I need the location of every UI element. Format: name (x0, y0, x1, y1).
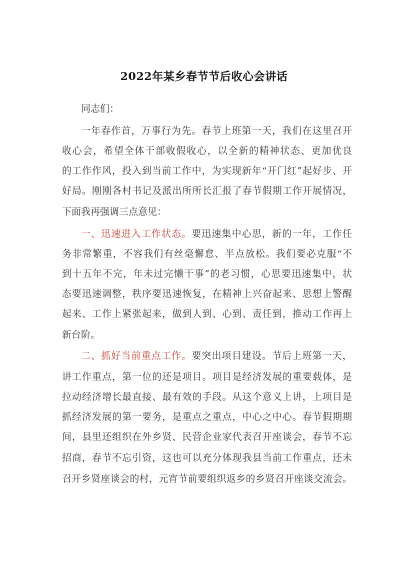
salutation: 同志们： (81, 104, 120, 115)
paragraph-1-line: 下面我再强调三点意见： (62, 207, 167, 218)
section-2-line: 招商，春节不忘引资，这也可以充分体现我县当前工作重点，还未 (62, 453, 352, 464)
section-1-text: 要迅速集中心思，新的一年，工作任 (191, 229, 352, 240)
section-1-line: 新台阶。 (62, 330, 101, 341)
section-1-line: 起来、工作上紧张起来，做到人到、心到、责任到，推动工作再上 (62, 309, 352, 320)
section-2-line: 抓经济发展的第一要务，是重点之重点，中心之中心。春节假期期 (62, 412, 352, 423)
paragraph-1-line: 的工作作风，投入到当前工作中，为实现新年“开门红”起好步、开 (62, 166, 352, 177)
document-title: 2022年某乡春节节后收心会讲话 (120, 70, 288, 83)
section-2-heading: 二、抓好当前重点工作。 (81, 351, 192, 362)
section-2-text: 要突出项目建设。节后上班第一天， (191, 351, 352, 362)
section-2-line: 拉动经济增长最直接、最有效的手段。从这个意义上讲，上项目是 (62, 392, 352, 403)
section-2-line: 讲工作重点，第一位的还是项目。项目是经济发展的重要载体，是 (62, 372, 352, 383)
paragraph-1-line: 收心会，希望全体干部收假收心，以全新的精神状态、更加优良 (62, 146, 352, 157)
paragraph-1-line: 一年春作首，万事行为先。春节上班第一天，我们在这里召开 (81, 126, 352, 137)
section-2-first-line (81, 351, 352, 363)
section-2-line: 召开乡贤座谈会的村，元宵节前要组织返乡的乡贤召开座谈交流会。 (62, 474, 352, 485)
section-1-first-line (81, 229, 352, 241)
section-1-line: 态要迅速调整，秩序要迅速恢复，在精神上兴奋起来、思想上警醒 (62, 289, 352, 300)
section-1-heading: 一、迅速进入工作状态。 (81, 229, 192, 240)
section-1-line: 务非常繁重，不容我们有丝毫懈怠、半点放松。我们要必克服“不 (62, 249, 352, 260)
section-2-line: 间，县里还组织在外乡贤、民营企业家代表召开座谈会，春节不忘 (62, 432, 352, 443)
section-1-line: 到十五年不完，年未过完懒干事”的老习惯，心思要迅速集中，状 (62, 269, 352, 280)
paragraph-1-line: 好局。刚刚各村书记及派出所所长汇报了春节假期工作开展情况， (62, 186, 352, 197)
